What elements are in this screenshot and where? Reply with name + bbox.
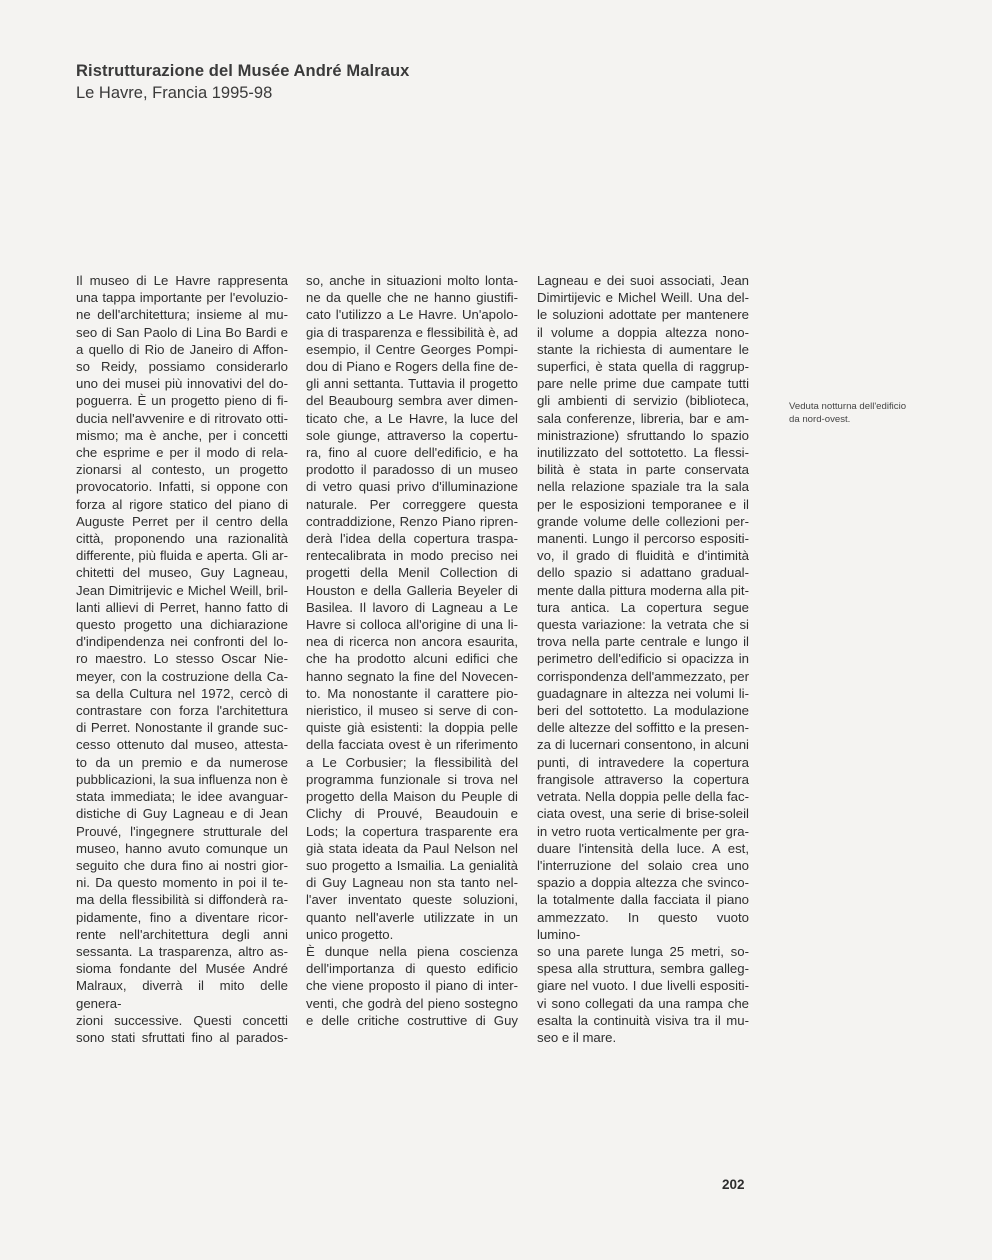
text-line: derà l'idea della copertura traspa- [306, 531, 518, 547]
text-line: a Le Corbusier; la flessibilità del [306, 754, 518, 770]
text-line: grande volume delle collezioni per- [537, 513, 749, 529]
text-line: quanto nell'averle utilizzate in un [306, 909, 518, 925]
text-column-3 [537, 272, 749, 1046]
text-line: differente, più fluida e aperta. Gli ar- [76, 548, 288, 564]
text-line: sala conferenze, libreria, bar e am- [537, 410, 749, 426]
text-line: sa della Cultura nel 1972, cercò di [76, 685, 288, 701]
text-line: dou di Piano e Rogers della fine de- [306, 359, 518, 375]
text-line: perimetro dell'edificio si opacizza in [537, 651, 749, 667]
text-line: ro maestro. Lo stesso Oscar Nie- [76, 651, 288, 667]
text-line: trova nella parte centrale e lungo il [537, 634, 749, 650]
text-line: dell'importanza di questo edificio [306, 961, 518, 977]
text-line: guadagnare in altezza nei volumi li- [537, 685, 749, 701]
text-line: città, proponendo una razionalità [76, 531, 288, 547]
text-line: che esprime e per il modo di rela- [76, 445, 288, 461]
text-line: seo e il mare. [537, 1029, 617, 1045]
text-line: contraddizione, Renzo Piano ripren- [306, 513, 518, 529]
text-line: seguito che dura fino ai nostri gior- [76, 857, 288, 873]
text-line: Havre si colloca all'origine di una li- [306, 617, 518, 633]
text-line: sono stati sfruttati fino al parados- [76, 1029, 288, 1045]
text-line: provocatorio. Infatti, si oppone con [76, 479, 288, 495]
text-line: che viene proposto il piano di inter- [306, 978, 518, 994]
text-line: meyer, con la costruzione della Ca- [76, 668, 288, 684]
text-line: cesso ottenuto dal museo, attesta- [76, 737, 288, 753]
text-line: dello spazio si adattano gradual- [537, 565, 749, 581]
text-line: progetto della Maison du Peuple di [306, 789, 518, 805]
text-line: spesa alla struttura, sembra galleg- [537, 961, 749, 977]
text-line: il volume a doppia altezza nono- [537, 324, 749, 340]
text-line: Lods; la copertura trasparente era [306, 823, 518, 839]
text-line: della facciata ovest è un riferimento [306, 737, 518, 753]
text-line: hanno segnato la fine del Novecen- [306, 668, 518, 684]
text-line: so una parete lunga 25 metri, so- [537, 943, 749, 959]
text-line: sioma fondante del Musée André [76, 961, 288, 977]
text-line: poguerra. È un progetto pieno di fi- [76, 393, 288, 409]
text-line: nella relazione spaziale tra la sala [537, 479, 749, 495]
text-line: uno dei musei più innovativi del do- [76, 376, 288, 392]
text-line: ma della flessibilità si diffonderà ra- [76, 892, 288, 908]
text-line: di Guy Lagneau non sta tanto nel- [306, 875, 518, 891]
text-line: pare nelle prime due campate tutti [537, 376, 749, 392]
text-line: Jean Dimitrijevic e Michel Weill, bril- [76, 582, 288, 598]
text-line: sole giunge, attraverso la copertu- [306, 427, 518, 443]
text-line: vi sono collegati da una rampa che [537, 995, 749, 1011]
text-line: l'interruzione del solaio crea uno [537, 857, 749, 873]
text-line: spazio a doppia altezza che svinco- [537, 875, 749, 891]
text-line: naturale. Per correggere questa [306, 496, 518, 512]
text-line: di Perret. Nonostante il grande suc- [76, 720, 288, 736]
text-line: Houston e della Galleria Beyeler di [306, 582, 518, 598]
text-line: lanti allievi di Perret, hanno fatto di [76, 599, 288, 615]
text-line: mismo; ma è anche, per i concetti [76, 427, 288, 443]
page-subtitle: Le Havre, Francia 1995-98 [76, 84, 273, 102]
text-line: punti, di intravedere la copertura [537, 754, 749, 770]
text-line: ministrazione) sfruttando lo spazio [537, 427, 749, 443]
text-line: gia di trasparenza e flessibilità è, ad [306, 324, 518, 340]
text-line: suo progetto a Ismailia. La genialità [306, 857, 518, 873]
text-line: pidamente, fino a diventare ricor- [76, 909, 288, 925]
text-line: ra, fino al cuore dell'edificio, e ha [306, 445, 518, 461]
text-line: tura antica. La copertura segue [537, 599, 749, 615]
caption-line: Veduta notturna dell'edificio [789, 401, 907, 412]
text-line: quiste già esistenti: la doppia pelle [306, 720, 518, 736]
text-line: frangisole attraverso la copertura [537, 771, 749, 787]
text-line: ammezzato. In questo vuoto lumino- [537, 909, 749, 942]
text-line: esempio, il Centre Georges Pompi- [306, 341, 518, 357]
text-column-2 [306, 272, 518, 1029]
text-line: l'aver inventato queste soluzioni, [306, 892, 518, 908]
text-line: Dimirtijevic e Michel Weill. Una del- [537, 290, 749, 306]
text-line: forza al rigore statico del piano di [76, 496, 288, 512]
text-line: delle altezze del soffitto e la presen- [537, 720, 749, 736]
text-line: questa variazione: la vetrata che si [537, 617, 749, 633]
text-line: questo progetto una dichiarazione [76, 617, 288, 633]
text-line: ciata ovest, una serie di brise-soleil [537, 806, 749, 822]
text-line: ni. Da questo momento in poi il te- [76, 875, 288, 891]
text-line: e delle critiche costruttive di Guy [306, 1012, 518, 1028]
text-line: progetti della Menil Collection di [306, 565, 518, 581]
text-line: a quello di Rio de Janeiro di Affon- [76, 341, 288, 357]
text-line: distiche di Guy Lagneau e di Jean [76, 806, 288, 822]
text-line: Prouvé, l'ingegnere strutturale del [76, 823, 288, 839]
text-line: ducia nell'avvenire e di ritrovato otti- [76, 410, 288, 426]
text-line: seo di San Paolo di Lina Bo Bardi e [76, 324, 288, 340]
text-line: Il museo di Le Havre rappresenta [76, 273, 288, 288]
text-line: le soluzioni adottate per mantenere [537, 307, 749, 323]
text-line: venti, che godrà del pieno sostegno [306, 995, 518, 1011]
text-line: superfici, è stata quella di raggrup- [537, 359, 749, 375]
caption-line: da nord-ovest. [789, 413, 851, 425]
text-line: di vetro quasi privo d'illuminazione [306, 479, 518, 495]
text-line: to. Ma nonostante il carattere pio- [306, 685, 518, 701]
text-line: una tappa importante per l'evoluzio- [76, 290, 288, 306]
text-line: per le esposizioni temporanee e il [537, 496, 749, 512]
text-line: d'indipendenza nei confronti del lo- [76, 634, 288, 650]
text-line: za di lucernari consentono, in alcuni [537, 737, 749, 753]
text-line: È dunque nella piena coscienza [306, 943, 518, 959]
text-line: ne dell'architettura; insieme al mu- [76, 307, 288, 323]
text-line: gli anni settanta. Tuttavia il progetto [306, 376, 518, 392]
text-line: Malraux, diverrà il mito delle genera- [76, 978, 288, 1011]
text-line: nieristico, il museo si serve di con- [306, 703, 518, 719]
text-line: del Beaubourg sembra aver dimen- [306, 393, 518, 409]
text-line: Basilea. Il lavoro di Lagneau a Le [306, 599, 518, 615]
page-number: 202 [722, 1177, 745, 1192]
text-line: gli ambienti di servizio (biblioteca, [537, 393, 749, 409]
text-column-1 [76, 272, 288, 1046]
text-line: in vetro ruota verticalmente per gra- [537, 823, 749, 839]
text-line: vo, il grado di fluidità e d'intimità [537, 548, 749, 564]
page-title: Ristrutturazione del Musée André Malraux [76, 62, 410, 80]
text-line: so, anche in situazioni molto lonta- [306, 273, 518, 288]
text-line: la totalmente dalla facciata il piano [537, 892, 749, 908]
text-line: cato l'utilizzo a Le Havre. Un'apolo- [306, 307, 518, 323]
text-line: zionarsi al contesto, un progetto [76, 462, 288, 478]
image-caption [789, 401, 906, 426]
text-line: zioni successive. Questi concetti [76, 1012, 288, 1028]
text-line: giare nel vuoto. I due livelli espositi- [537, 978, 749, 994]
text-line: beri del sottotetto. La modulazione [537, 703, 749, 719]
text-line: corrispondenza dell'ammezzato, per [537, 668, 749, 684]
text-line: pubblicazioni, la sua influenza non è [76, 771, 288, 787]
text-line: unico progetto. [306, 926, 394, 942]
text-line: Lagneau e dei suoi associati, Jean [537, 273, 749, 288]
text-line: prodotto il paradosso di un museo [306, 462, 518, 478]
text-line: che ha prodotto alcuni edifici che [306, 651, 518, 667]
text-line: programma funzionale si trova nel [306, 771, 518, 787]
text-line: nea di ricerca non ancora esaurita, [306, 634, 518, 650]
text-line: museo, hanno avuto comunque un [76, 840, 288, 856]
text-line: mente dalla pittura moderna alla pit- [537, 582, 749, 598]
text-line: ne da quelle che ne hanno giustifi- [306, 290, 518, 306]
text-line: so Reidy, possiamo considerarlo [76, 359, 288, 375]
text-line: manenti. Lungo il percorso espositi- [537, 531, 749, 547]
text-line: chitetti del museo, Guy Lagneau, [76, 565, 288, 581]
text-line: duare l'intensità della luce. A est, [537, 840, 749, 856]
text-line: stante la richiesta di aumentare le [537, 341, 749, 357]
text-line: già stata ideata da Paul Nelson nel [306, 840, 518, 856]
text-line: contrastare con forza l'architettura [76, 703, 288, 719]
text-line: bilità è stata in parte conservata [537, 462, 749, 478]
text-line: Auguste Perret per il centro della [76, 513, 288, 529]
text-line: vetrata. Nella doppia pelle della fac- [537, 789, 749, 805]
text-line: stata immediata; le idee avanguar- [76, 789, 288, 805]
text-line: inutilizzato del sottotetto. La flessi- [537, 445, 749, 461]
text-line: rentecalibrata in modo preciso nei [306, 548, 518, 564]
text-line: ticato che, a Le Havre, la luce del [306, 410, 518, 426]
text-line: sessanta. La trasparenza, altro as- [76, 943, 288, 959]
text-line: Clichy di Prouvé, Beaudouin e [306, 806, 518, 822]
text-line: rente nell'architettura degli anni [76, 926, 288, 942]
text-line: esalta la continuità visiva tra il mu- [537, 1012, 749, 1028]
text-line: to da un premio e da numerose [76, 754, 288, 770]
